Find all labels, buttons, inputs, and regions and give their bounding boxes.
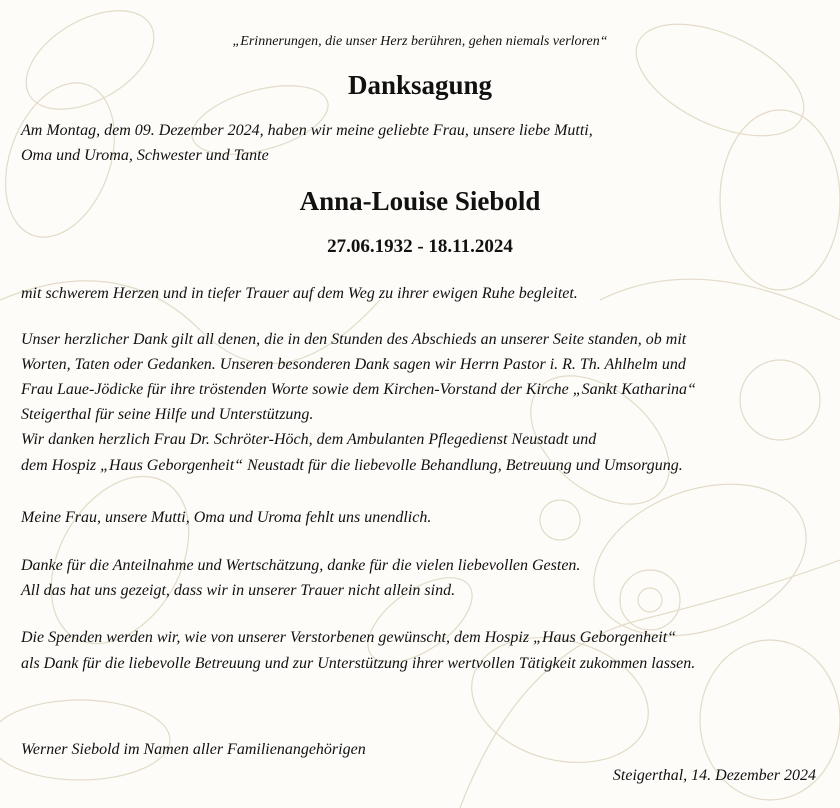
thanks-line: Wir danken herzlich Frau Dr. Schröter-Höch, dem Ambulanten Pflegedienst Neustadt und: [21, 431, 597, 448]
gratitude-line: Danke für die Anteilnahme und Wertschätzung, danke für die vielen liebevollen Gesten.: [21, 557, 581, 574]
life-dates: 27.06.1932 - 18.11.2024: [327, 236, 513, 257]
donations-line: als Dank für die liebevolle Betreuung und zur Unterstützung ihrer wertvollen Tätigkeit zukommen lassen.: [21, 655, 696, 672]
place-date: Steigerthal, 14. Dezember 2024: [612, 767, 816, 784]
thanks-line: Worten, Taten oder Gedanken. Unseren besonderen Dank sagen wir Herrn Pastor i. R. Th. Ahlhelm und: [21, 356, 686, 373]
motto: „Erinnerungen, die unser Herz berühren, gehen niemals verloren“: [232, 34, 608, 49]
thanks-line: Unser herzlicher Dank gilt all denen, die in den Stunden des Abschieds an unserer Seite standen, ob mit: [21, 331, 687, 348]
page-title: Danksagung: [347, 70, 493, 100]
thanks-line: Steigerthal für seine Hilfe und Unterstützung.: [21, 406, 314, 423]
after-name-text: mit schwerem Herzen und in tiefer Trauer auf dem Weg zu ihrer ewigen Ruhe begleitet.: [21, 285, 578, 302]
missed-text: Meine Frau, unsere Mutti, Oma und Uroma fehlt uns unendlich.: [21, 509, 432, 526]
donations-line: Die Spenden werden wir, wie von unserer Verstorbenen gewünscht, dem Hospiz „Haus Geborgenheit“: [21, 629, 677, 646]
gratitude-line: All das hat uns gezeigt, dass wir in unserer Trauer nicht allein sind.: [21, 582, 456, 599]
intro-line: Am Montag, dem 09. Dezember 2024, haben wir meine geliebte Frau, unsere liebe Mutti,: [21, 122, 593, 139]
thanks-line: dem Hospiz „Haus Geborgenheit“ Neustadt für die liebevolle Behandlung, Betreuung und Umsorgung.: [21, 457, 683, 474]
thanks-line: Frau Laue-Jödicke für ihre tröstenden Worte sowie dem Kirchen-Vorstand der Kirche „Sankt Katharina“: [21, 381, 696, 398]
intro-line: Oma und Uroma, Schwester und Tante: [21, 147, 269, 164]
signature: Werner Siebold im Namen aller Familienangehörigen: [21, 741, 366, 758]
deceased-name: Anna-Louise Siebold: [299, 186, 541, 216]
